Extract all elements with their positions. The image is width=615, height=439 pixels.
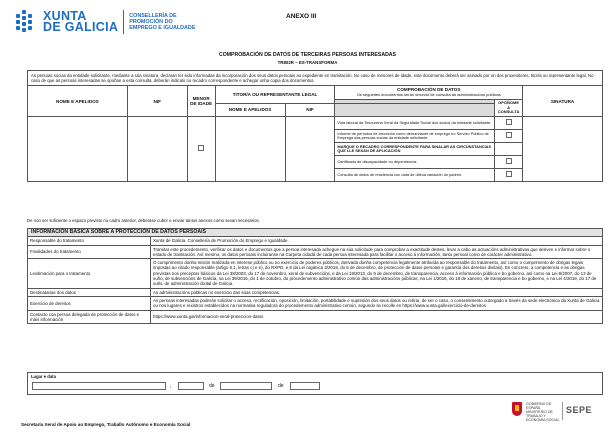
header-check-title: COMPROBACIÓN DE DATOS xyxy=(397,87,461,93)
space-note: De non ser suficiente o espazo previsto no cadro anterior, deberase cubrir e enviar tantos anexos como sexan necesarios. xyxy=(27,218,260,223)
oppose-cell xyxy=(495,156,523,169)
info-label: Responsable do tratamento xyxy=(28,237,151,245)
data-protection-heading: INFORMACIÓN BÁSICA SOBRE A PROTECCIÓN DE DATOS PERSOAIS xyxy=(28,229,603,237)
date-sep-comma: , xyxy=(170,383,172,389)
document-header xyxy=(16,8,606,48)
signature-field[interactable] xyxy=(523,117,603,182)
xunta-logo-icon xyxy=(16,10,38,34)
data-protection-table xyxy=(27,228,603,324)
header-guardian: TITOR/A OU REPRESENTANTE LEGAL xyxy=(215,86,335,104)
info-label: Destinatarias dos datos xyxy=(28,288,151,296)
info-label: Contacto coa persoa delegada de protección de datos e máis información xyxy=(28,310,151,324)
minor-checkbox[interactable] xyxy=(198,145,204,151)
consult-item: Consulta de datos de residencia con data de última variación do padrón. xyxy=(335,169,495,182)
info-label: Exercicio de dereitos xyxy=(28,296,151,310)
oppose-checkbox[interactable] xyxy=(506,171,512,177)
header-check xyxy=(335,86,523,99)
oppose-checkbox[interactable] xyxy=(506,158,512,164)
footer-secretariat: Secretaría Xeral de Apoio ao Emprego, Traballo Autónomo e Economía Social xyxy=(21,422,191,427)
place-date-label: Lugar e data xyxy=(31,374,56,379)
guardian-name-field[interactable] xyxy=(215,117,285,182)
header-sign: SINATURA xyxy=(523,86,603,117)
info-text: O cumprimento dunha misión realizada en interese público ou no exercicio de poderes públicos, derivada dunha competencia legalmente atribuída ao responsable do tratamento, así como o cumprimento de obrigas legais impostas ao citado responsable (artigo 6.1, letras c) e e), do RXPD, e 8 da Lei orgánica 3/2018, do 5 de decembro, de protección de datos persoais e garantía dos dereitos dixitais). En concreto, a competencia e as obrigas previstas nos preceptos básicos da Lei 38/2003, do 17 de novembro, xeral de subvencións, e da Lei 19/2013, do 9 de decembro, de transparencia, acceso á información pública e bo goberno, así como na Lei 9/2007, do 13 de xuño, de subvencións de Galicia, na Lei 39/2015, do 1 de outubro, do procedemento administrativo común das administracións públicas, na Lei 1/2016, do 18 de xaneiro, de transparencia e bo goberno, e na Lei 4/2019, do 17 de xullo, de administración dixital de Galicia. xyxy=(151,259,603,288)
third-party-table xyxy=(27,70,603,182)
header-check-sub: Os seguintes documentos serán obxecto de consulta ás administracións públicas xyxy=(356,91,501,97)
dept-line3: EMPREGO E IGUALDADE xyxy=(129,25,196,31)
header-oppose: OPÓÑOME Á CONSULTA xyxy=(495,99,523,116)
info-label: Lexitimación para o tratamento xyxy=(28,259,151,288)
oppose-cell-empty xyxy=(495,143,523,156)
document-title: COMPROBACIÓN DE DATOS DE TERCEIRAS PERSOAS INTERESADAS xyxy=(218,52,397,58)
logo-line2: DE GALICIA xyxy=(43,20,119,34)
oppose-cell xyxy=(495,130,523,143)
logo-divider xyxy=(562,402,563,420)
logo-line1: XUNTA xyxy=(43,9,87,23)
ministry-name: MINISTERIO DE TRABAJO Y ECONOMÍA SOCIAL xyxy=(526,410,560,422)
day-field[interactable] xyxy=(178,382,204,390)
header-guardian-nif: NIF xyxy=(285,104,335,117)
info-label: Finalidades do tratamento xyxy=(28,245,151,259)
oppose-cell xyxy=(495,117,523,130)
ministry-logo-text xyxy=(526,402,560,422)
check-sub-blank-2 xyxy=(335,104,495,117)
place-date-box xyxy=(28,373,603,395)
info-text: Tramitar este procedemento, verificar os datos e documentos que a persoa interesada achegue na súa solicitude para comprobar a exactitude destes, levar a cabo as actuacións administrativas que deriven e informar sobre o estado de tramitación. Así mesmo, os datos persoais incluiranse na Carpeta cidadá de cada persoa interesada para facilitar o acceso á información, tanto persoal como de carácter administrativo. xyxy=(151,245,603,259)
nif-field[interactable] xyxy=(127,117,187,182)
header-name: NOME E APELIDOS xyxy=(28,86,128,117)
gov-name: GOBIERNO DE ESPAÑA xyxy=(526,402,552,410)
oppose-cell xyxy=(495,169,523,182)
annex-label: ANEXO III xyxy=(286,13,317,20)
procedure-code: TR802R – ES-TRANSFORMA xyxy=(277,60,338,65)
info-link[interactable]: https://www.xunta.gal/informacion-xeral-proteccion-datos xyxy=(151,310,603,324)
oppose-checkbox[interactable] xyxy=(506,132,512,138)
consult-item: Informe de períodos de inscrición como demandante de emprego no Servizo Público de Emprego das persoas socias da entidade solicitante. xyxy=(335,130,495,143)
date-sep-de-1: de xyxy=(209,383,215,389)
xunta-logo xyxy=(16,10,195,34)
month-field[interactable] xyxy=(220,382,272,390)
header-nif: NIF xyxy=(127,86,187,117)
oppose-checkbox[interactable] xyxy=(506,119,512,125)
footer-logos xyxy=(510,402,605,424)
info-text: As persoas interesadas poderán solicitar o acceso, rectificación, oposición, limitación, portabilidade e supresión dos seus datos ou retirar, de ser o caso, o consentimento outorgado a través da sede electrónica da Xunta de Galicia ou nos lugares e rexistros establecidos na normativa reguladora do procedemento administrativo común, segundo se recolle en https://www.xunta.gal/exercicio-de-dereitos xyxy=(151,296,603,310)
dept-line2: PROMOCIÓN DO xyxy=(129,19,173,25)
info-text: As administracións públicas no exercicio das súas competencias. xyxy=(151,288,603,296)
date-sep-de-2: de xyxy=(278,383,284,389)
spain-coat-of-arms-icon xyxy=(512,402,522,416)
place-field[interactable] xyxy=(32,382,166,390)
sepe-logo: SEPE xyxy=(566,405,593,415)
logo-divider xyxy=(123,10,124,34)
year-field[interactable] xyxy=(290,382,320,390)
dept-line1: CONSELLERÍA DE xyxy=(129,13,177,19)
consult-item: Vida laboral da Tesourería Xeral da Seguridade Social dos socios da entidade solicitante. xyxy=(335,117,495,130)
header-guardian-name: NOME E APELIDOS xyxy=(215,104,285,117)
minor-cell xyxy=(187,117,215,182)
header-minor: MENOR DE IDADE xyxy=(187,86,215,117)
name-field[interactable] xyxy=(28,117,128,182)
place-date-table xyxy=(27,372,603,395)
info-text: Xunta de Galicia. Consellería de Promoción do Emprego e Igualdade. xyxy=(151,237,603,245)
consult-item: Certificado de discapacidade ou dependencia. xyxy=(335,156,495,169)
consult-instruction: MARQUE O RECADRO CORRESPONDENTE PARA SINALAR AS CIRCUNSTANCIAS QUE LLE SEXAN DE APLICACIÓN xyxy=(335,143,495,156)
guardian-nif-field[interactable] xyxy=(285,117,335,182)
intro-text: As persoas socias da entidade solicitante, mediante a súa sinatura, declaran ter sido informadas da incorporación dos seus datos persoais ao expediente en tramitación. No caso de menores de idade, este documento deberá ser asinado por un dos proxenitores, titor/a ou representante legal. No caso de que as persoas interesadas se opoñan a esta consulta, deberán indicalo no recadro correspondente e achegar unha copia dos documentos. xyxy=(28,71,603,86)
